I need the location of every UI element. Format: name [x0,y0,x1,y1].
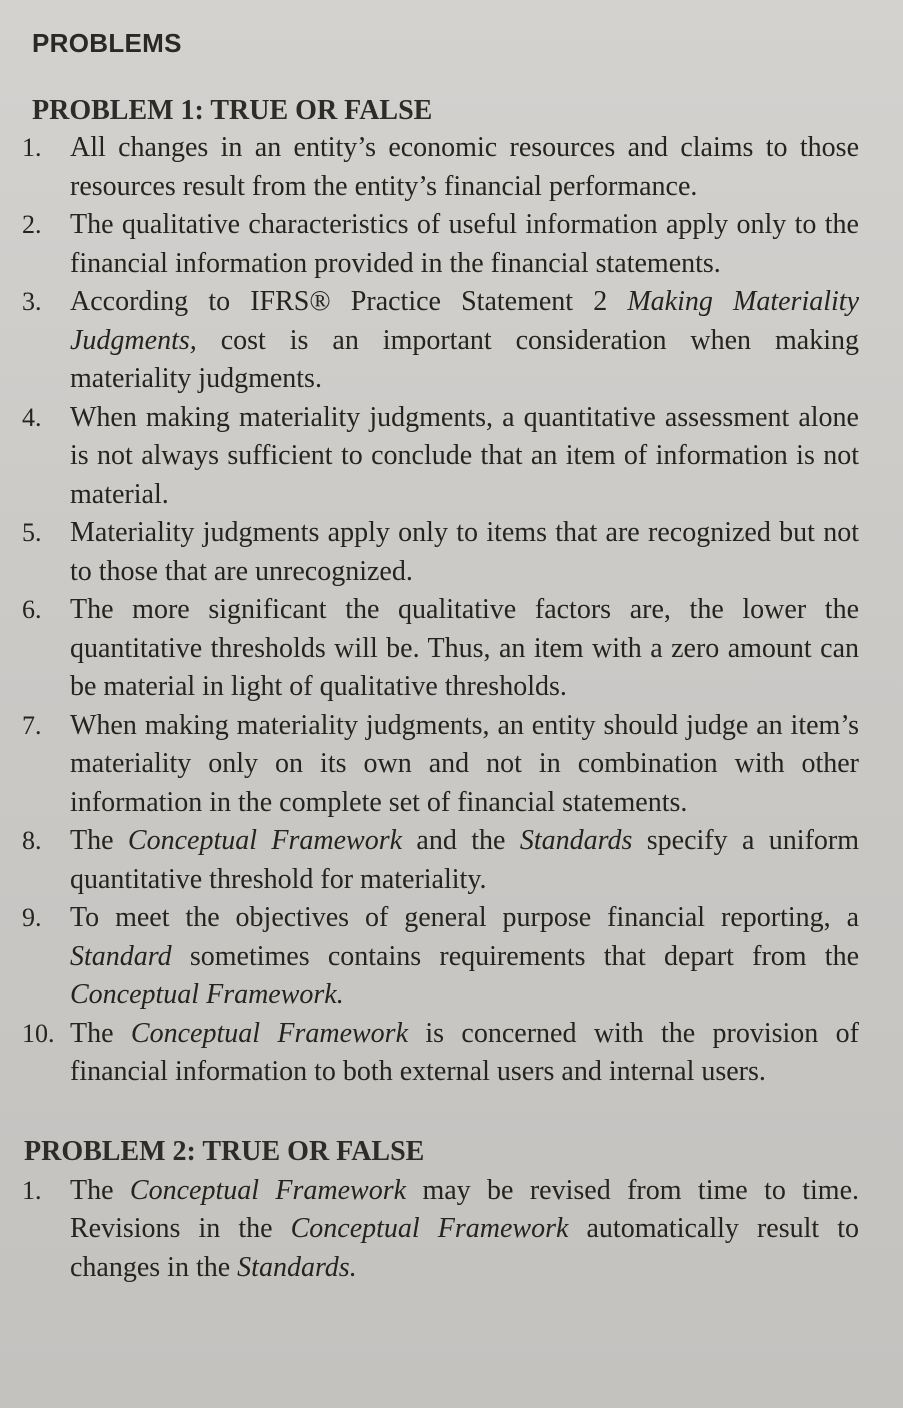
question-item [22,591,859,707]
question-item [22,822,859,899]
question-number: 8. [22,826,42,855]
question-text [70,707,859,823]
question-number: 2. [22,210,42,239]
question-text [70,1172,859,1288]
question-text [70,899,859,1015]
text-fragment: When making materiality judgments, a quantitative assessment alone is not always sufficient to conclude that an item of information is not material. [70,401,859,510]
text-fragment: According to IFRS® Practice Statement 2 [70,286,628,317]
italic-text-fragment: Standards. [237,1251,357,1283]
italic-text-fragment: Standard [70,940,172,972]
question-item [22,283,859,399]
question-number: 4. [22,402,42,432]
text-fragment: sometimes contains requirements that depart from the [171,940,859,972]
question-number: 6. [22,595,42,624]
question-item [22,514,859,591]
text-fragment: Materiality judgments apply only to items that are recognized but not to those that are unrecognized. [70,517,859,587]
question-item [22,707,859,823]
question-number: 9. [22,903,42,932]
problem-2-heading: PROBLEM 2: TRUE OR FALSE [24,1135,425,1167]
problem-1-list [22,129,859,1092]
text-fragment: The [70,1017,131,1049]
text-fragment: may be revised from time to time. Revisions in the [70,1174,860,1244]
question-number: 1. [22,133,42,162]
question-item [22,1172,859,1288]
text-fragment: and the [402,825,520,856]
section-title: PROBLEMS [32,28,182,58]
question-number: 5. [22,518,42,547]
question-item [22,899,859,1015]
question-item [22,1015,859,1092]
question-text [70,129,859,206]
question-text [70,822,859,899]
question-number: 7. [22,710,42,740]
question-text [70,591,859,707]
question-item [22,129,859,206]
question-item [22,399,859,515]
italic-text-fragment: Conceptual Framework [130,1017,409,1049]
italic-text-fragment: Conceptual Framework [290,1213,569,1244]
text-fragment: When making materiality judgments, an entity should judge an item’s materiality only on its own and not in combination with other information in the complete set of financial statements. [70,709,859,818]
question-item [22,206,859,283]
text-fragment: All changes in an entity’s economic resources and claims to those resources result from the entity’s financial performance. [70,132,859,202]
text-fragment: To meet the objectives of general purpose financial reporting, a [70,902,859,933]
question-number: 3. [22,287,42,316]
text-fragment: The more significant the qualitative factors are, the lower the quantitative thresholds will be. Thus, an item with a zero amount can be material in light of qualitative thresholds. [70,594,859,702]
text-fragment: The [70,1174,130,1206]
question-text [70,514,859,591]
question-text [70,283,859,399]
text-fragment: The [70,825,128,856]
question-number: 10. [22,1018,55,1048]
italic-text-fragment: Standards [519,825,633,856]
question-text [70,399,859,515]
text-fragment: cost is an important consideration when making materiality judgments. [70,324,859,394]
italic-text-fragment: Conceptual Framework [127,825,403,856]
italic-text-fragment: Conceptual Framework [129,1174,407,1206]
question-number: 1. [22,1175,42,1205]
text-fragment: automatically result to changes in the [70,1213,859,1283]
question-text [70,206,859,283]
text-fragment: is concerned with the provision of financial information to both external users and internal users. [70,1017,859,1087]
italic-text-fragment: Conceptual Framework. [70,979,344,1010]
text-fragment: specify a uniform quantitative threshold for materiality. [70,825,860,895]
problem-2-list [22,1172,859,1288]
text-fragment: The qualitative characteristics of useful information apply only to the financial information provided in the financial statements. [70,209,859,279]
question-text [70,1015,859,1092]
problem-1-heading: PROBLEM 1: TRUE OR FALSE [32,95,433,126]
italic-text-fragment: Making Materiality Judgments, [70,286,860,356]
